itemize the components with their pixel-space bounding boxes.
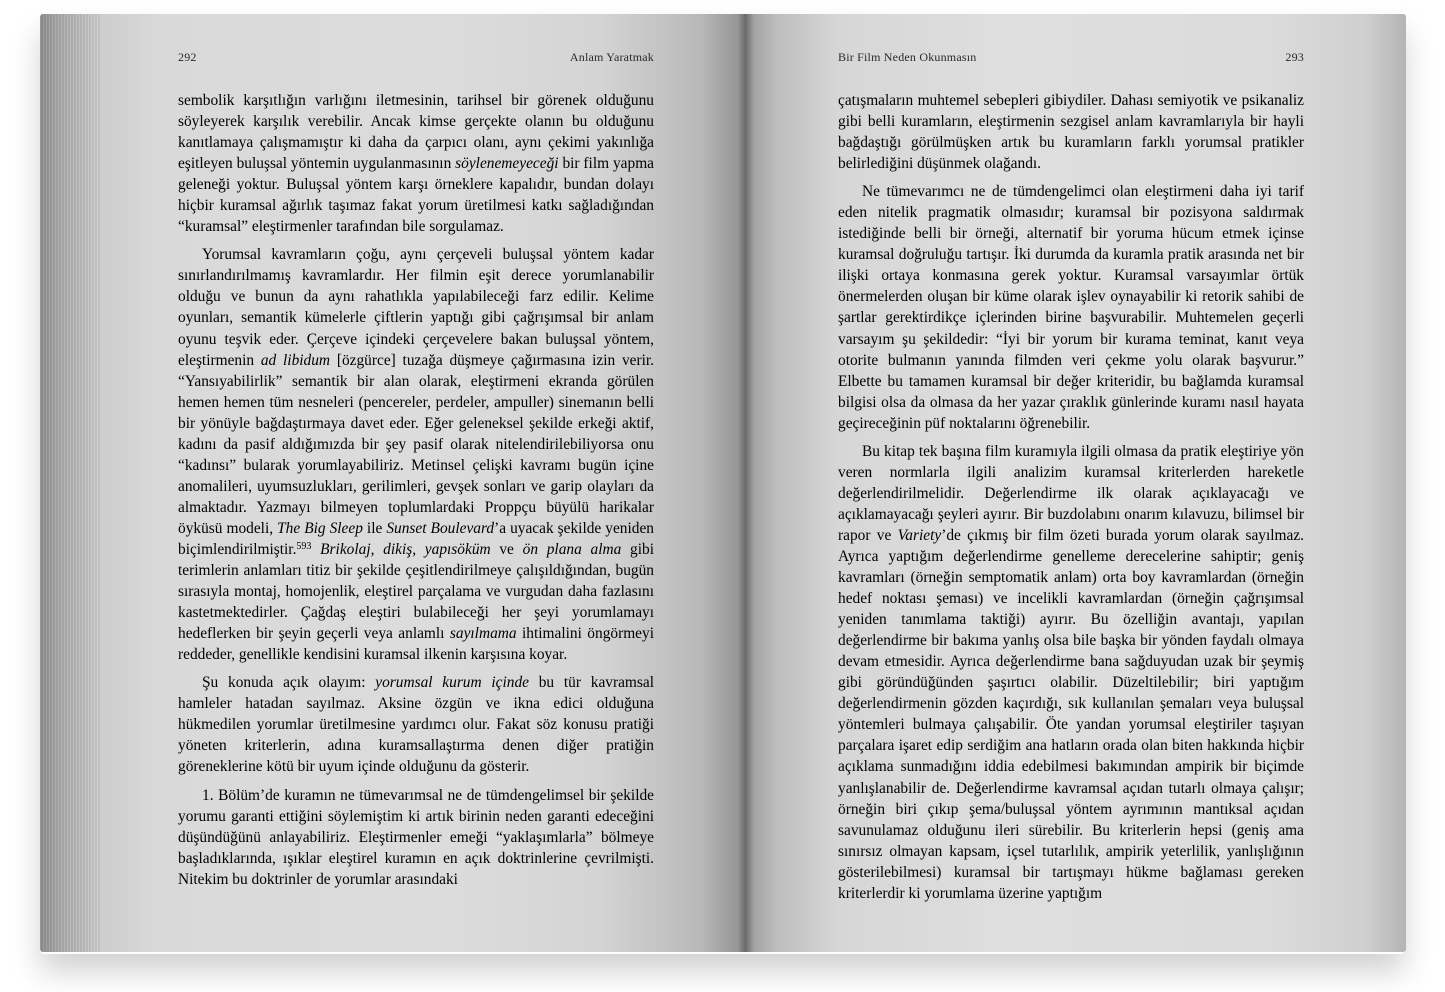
italic-text: ad libidum bbox=[260, 351, 331, 369]
left-running-head: Anlam Yaratmak bbox=[569, 50, 654, 64]
italic-text: The Big Sleep bbox=[277, 519, 363, 537]
italic-text: Variety bbox=[897, 526, 942, 544]
body-paragraph: Ne tümevarımcı ne de tümdengelimci olan eleştirmeni daha iyi tarif eden nitelik pragmatik olmasıdır; kuramsal bir pozisyona saldırmak istediğinde belli bir örneği, alternatif bir yoruma hücum etmek içinse kuramsal doğruluğu tartışır. İki durumda da kuramla pratik arasında net bir ilişki ortaya konmasına gerek yoktur. Kuramsal varsayımlar örtük önermelerden oluşan bir küme olarak işlev oynayabilir ki retorik sahibi de şartlar gerektirdikçe içlerinden birine başvurabilir. Muhtemelen geçerli varsayım şu şekildedir: “İyi bir yorum bir kurama teminat, kanıt veya otorite bulmanın yanında filmden veri çekme yolu olarak başvurur.” Elbette bu tamamen kuramsal bir değer kriteridir, bu bağlamda kuramsal bilgisi olsa da olmasa da her yazar çıraklık günlerinde kuramı nasıl hayata geçireceğinin püf noktalarını öğrenebilir. bbox=[838, 183, 1304, 432]
footnote-ref: 593 bbox=[296, 540, 312, 552]
body-paragraph: Bu kitap tek başına film kuramıyla ilgili olmasa da pratik eleştiriye yön veren normlarla ilgili analizim kuramsal kriterlerden hareketle değerlendirilmelidir. Değerlendirme ilk olarak açıklayacağı ve açıklamayacağı şeyleri ayırır. Bir buzdolabını onarım kılavuzu, bilimsel bir rapor ve Variety’de çıkmış bir film özeti burada yorum olarak sayılmaz. Ayrıca yaptığım değerlendirme genelleme derecelerine sahiptir; geniş kavramları (örneğin semptomatik anlam) orta boy kavramlardan (örneğin hedef noktası şeması) ve incelikli kavramlardan (örneğin çağrışımsal yeniden tanımlama taktiği) ayırır. Bu özelliğin avantajı, yapılan değerlendirme bir bakıma yanlış olsa bile başka bir yönden faydalı olmaya devam etmesidir. Ayrıca değerlendirme bana sağduyudan uzak bir şeymiş gibi göründüğünden şaşırtıcı olabilir. Düzeltilebilir; biri yaptığım değerlendirmenin gözden kaçırdığı, sık kullanılan şemaları veya buluşsal yöntemleri bulmaya çalışabilir. Öte yandan yorumsal eleştiriler taşıyan parçalara işaret edip serdiğim ana hatların orada olan biten hakkında hiçbir açıklama sunmadığını iddia edebilmesi bakımından ampirik bir biçimde yanlışlanabilir de. Değerlendirme kavramsal açıdan tutarlı olmaya çalışır; örneğin biri çıkıp şema/buluşsal yöntem ayrımının mantıksal açıdan savunulamaz olduğunu ileri sürebilir. Bu kriterlerin hepsi (geniş ama sınırsız olmayan kapsam, içsel tutarlılık, ampirik yeterlilik, yanlışlığının gösterilebilmesi) kuramsal bir tartışmayı hükme bağlaması gereken kriterlerdir ki yorumlama üzerine yaptığım bbox=[838, 442, 1305, 902]
italic-text: söylenemeyeceği bbox=[455, 155, 559, 173]
body-paragraph: Şu konuda açık olayım: yorumsal kurum içinde bu tür kavramsal hamleler hatadan sayılmaz. Aksine özgün ve ikna edici olduğuna hükmedilen yorumlar üretilmesine yardımcı olur. Fakat söz konusu pratiği yöneten kriterlerin, adına kuramsallaştırma denen diğer pratiğin göreneklerine kötü bir uyum içinde olduğunu da gösterir. bbox=[178, 674, 654, 776]
body-paragraph: çatışmaların muhtemel sebepleri gibiydiler. Dahası semiyotik ve psikanaliz gibi belli kuramların, eleştirmenin sezgisel anlam kavramlarıyla bir hayli bağdaştığı görülmüşken artık bu kuramların farklı yorumsal pratikler belirlediğini düşünmek olağandı. bbox=[838, 92, 1304, 173]
body-paragraph: Yorumsal kavramların çoğu, aynı çerçeveli buluşsal yöntem kadar sınırlandırılmamış kavramlardır. Her filmin eşit derece yorumlanabilir olduğu ve bunun da aynı rahatlıkla yapılabileceği farz edilir. Kelime oyunları, semantik kümelerle çiftlerin yaptığı gibi çağrışımsal bir anlam oyunu teşvik eder. Çerçeve içindeki çerçevelere bakan buluşsal yöntem, eleştirmenin ad libidum [özgürce] tuzağa düşmeye çağırmasına izin verir. “Yansıyabilirlik” semantik bir alan olarak, eleştirmeni ekranda görülen hemen hemen tüm nesneleri (pencereler, perdeler, ampuller) sinemanın belli bir yönüyle bağdaştırmaya davet eder. Eğer geleneksel şekilde erkeği aktif, kadını da pasif aldığımızda bir şey pasif olarak nitelendirilebiliyorsa onu “kadınsı” bularak yorumlayabiliriz. Metinsel çelişki kavramı bugün içine anomalileri, uyumsuzlukları, gerilimleri, gevşek sonları ve garip olayları da almaktadır. Yazmayı bilmeyen toplumlardaki Proppçu büyülü harikalar öyküsü modeli, The Big Sleep ile Sunset Boulevard’a uyacak şekilde yeniden biçimlendirilmiştir.$^{593}$ Brikolaj, dikiş, yapısöküm ve ön plana alma gibi terimlerin anlamları titiz bir şekilde çeşitlendirilmeye çalışıldığından, bugün sırasıyla montaj, homojenlik, eleştirel parçalama ve vurgudan daha fazlasını kastetmektedirler. Çağdaş eleştiri bulabileceği her şeyi yorumlamayı hedeflerken bir şeyin geçerli veya anlamlı sayılmama ihtimalini öngörmeyi reddeder, genellikle kendisini kuramsal ilkenin karşısına koyar. bbox=[178, 246, 654, 664]
right-page-body bbox=[838, 90, 1304, 911]
body-paragraph: sembolik karşıtlığın varlığını iletmesinin, tarihsel bir görenek olduğunu söyleyerek karşılık verebilir. Ancak kimse gerçekte olanın bu olduğunu kanıtlamaya çalışmamıştır ki daha da çarpıcı olanı, aynı çekimi yakınlığa eşitleyen buluşsal yöntemin uygulanmasının söylenemeyeceği bir film yapma geleneği yoktur. Buluşsal yöntem karşı örneklere kapalıdır, bundan dolayı hiçbir kuramsal ağırlık taşımaz fakat yorum üretilmesi katkı sağladığından “kuramsal” eleştirmenler tarafından bile sorgulamaz. bbox=[178, 92, 654, 236]
page-edges bbox=[40, 14, 100, 952]
book-spine bbox=[738, 14, 754, 952]
right-running-head: Bir Film Neden Okunmasın bbox=[838, 50, 977, 64]
italic-text: sayılmama bbox=[449, 625, 517, 643]
italic-text: ön plana alma bbox=[522, 540, 622, 558]
italic-text: Sunset Boulevard bbox=[386, 519, 495, 537]
left-page-body bbox=[178, 90, 654, 897]
italic-text: yorumsal kurum içinde bbox=[375, 674, 529, 692]
right-page-number: 293 bbox=[1285, 50, 1304, 64]
italic-text: Brikolaj, dikiş, yapısöküm bbox=[320, 540, 491, 558]
left-page-number: 292 bbox=[178, 50, 197, 64]
body-paragraph: 1. Bölüm’de kuramın ne tümevarımsal ne de tümdengelimsel bir şekilde yorumu garanti ettiğini söylemiştim ki artık birinin neden garanti edeceğini düşündüğünü anlayabiliriz. Eleştirmenler emeği “yaklaşımlarla” bölmeye başladıklarında, ışıklar eleştirel kuramın en açık doktrinlerine çevrilmişti. Nitekim bu doktrinler de yorumlar arasındaki bbox=[178, 786, 654, 888]
